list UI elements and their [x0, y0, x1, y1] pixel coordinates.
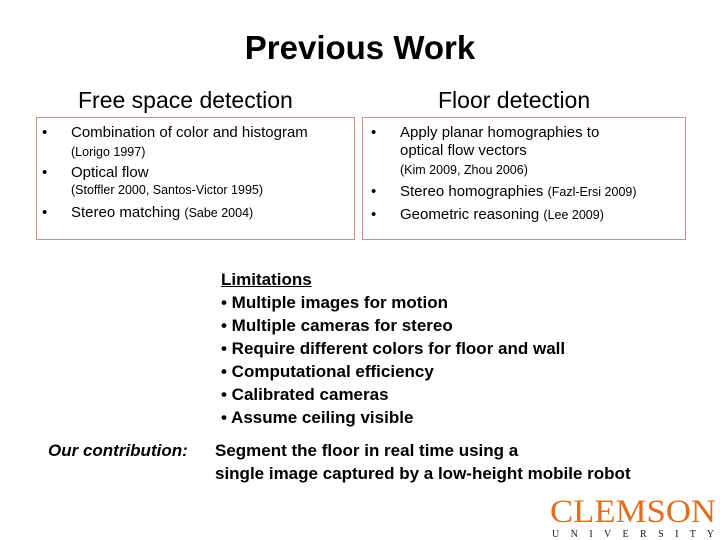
floor-heading: Floor detection: [438, 87, 591, 113]
logo-subtext: U N I V E R S I T Y: [552, 529, 714, 540]
limitation-item: • Computational efficiency: [221, 362, 434, 381]
bullet-icon: •: [371, 124, 377, 141]
limitation-item: • Require different colors for floor and wall: [221, 339, 566, 358]
limitations-block: [221, 268, 691, 429]
bullet-icon: •: [42, 124, 48, 141]
contribution-text: [215, 439, 695, 485]
free-space-item-2-ref: (Stoffler 2000, Santos-Victor 1995): [71, 183, 264, 197]
contribution-label: Our contribution:: [48, 441, 188, 460]
free-space-box: [36, 117, 355, 240]
limitation-item: • Multiple cameras for stereo: [221, 316, 453, 335]
floor-item-1-line1: Apply planar homographies to: [400, 124, 600, 141]
floor-box: [362, 117, 686, 240]
limitation-item: • Assume ceiling visible: [221, 408, 414, 427]
page-title: Previous Work: [244, 29, 476, 66]
free-space-item-1-ref: (Lorigo 1997): [71, 145, 146, 159]
logo-word: CLEMSON: [550, 494, 717, 530]
limitations-heading: Limitations: [221, 270, 312, 289]
bullet-icon: •: [371, 206, 377, 223]
floor-item-3: Geometric reasoning (Lee 2009): [400, 206, 604, 223]
floor-item-1-ref: (Kim 2009, Zhou 2006): [400, 163, 528, 177]
bullet-icon: •: [371, 183, 377, 200]
free-space-heading: Free space detection: [78, 87, 293, 113]
bullet-icon: •: [42, 204, 48, 221]
free-space-item-1: Combination of color and histogram: [71, 124, 308, 141]
floor-item-1-line2: optical flow vectors: [400, 142, 527, 159]
limitation-item: • Multiple images for motion: [221, 293, 448, 312]
bullet-icon: •: [42, 164, 48, 181]
clemson-logo: [546, 492, 720, 540]
floor-item-2: Stereo homographies (Fazl-Ersi 2009): [400, 183, 637, 200]
free-space-item-3: Stereo matching (Sabe 2004): [71, 204, 254, 221]
free-space-item-2: Optical flow: [71, 164, 149, 181]
contribution-line-2: single image captured by a low-height mobile robot: [215, 464, 631, 483]
contribution-line-1: Segment the floor in real time using a: [215, 441, 519, 460]
limitation-item: • Calibrated cameras: [221, 385, 389, 404]
